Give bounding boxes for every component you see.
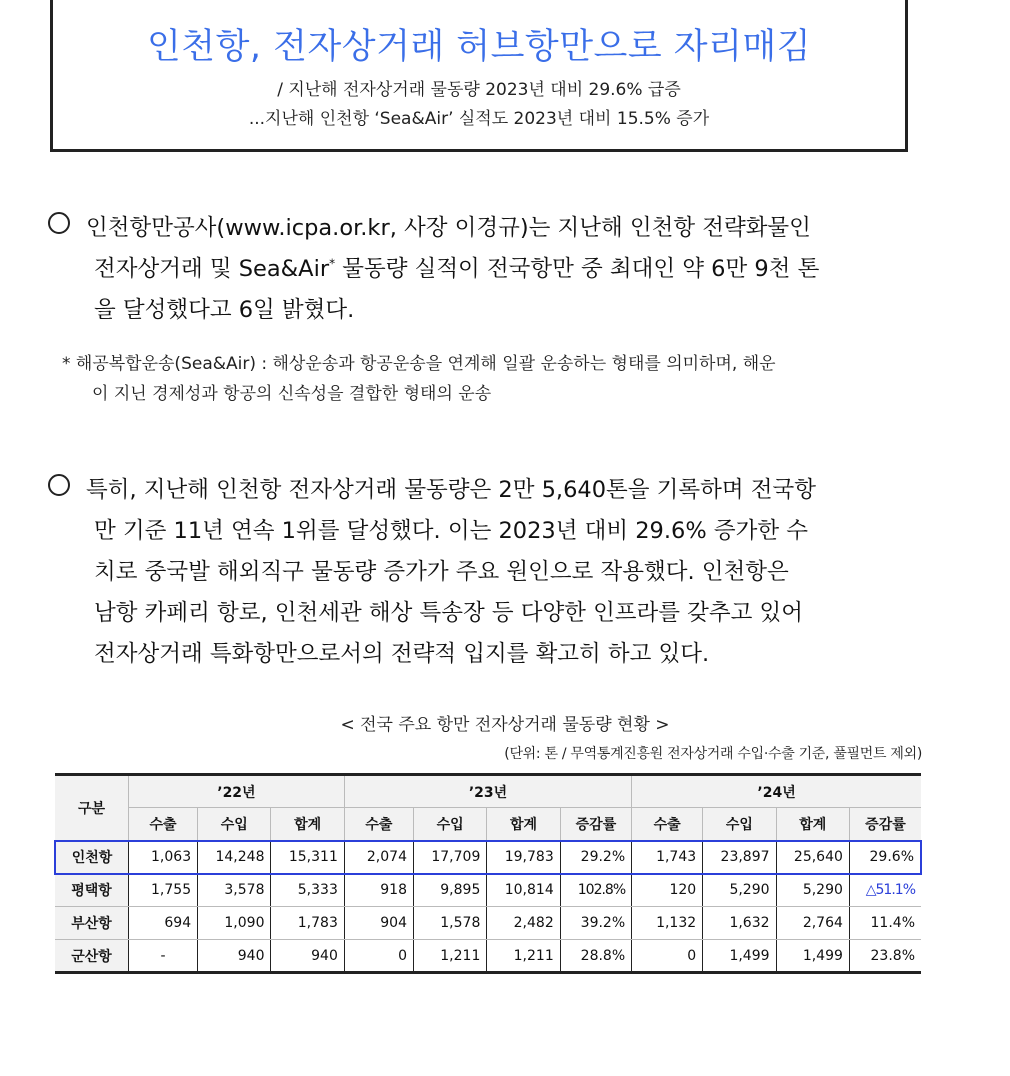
table-cell: 3,578 — [198, 874, 271, 907]
table-cell: 14,248 — [198, 841, 271, 874]
paragraph-1-line — [48, 249, 928, 290]
table-row-gunsan — [55, 940, 921, 973]
table-cell: 23,897 — [703, 841, 776, 874]
col-total: 합계 — [271, 808, 344, 841]
table-cell: 120 — [632, 874, 703, 907]
col-export: 수출 — [344, 808, 413, 841]
table-cell: 1,743 — [632, 841, 703, 874]
table-cell: 19,783 — [487, 841, 560, 874]
table-cell: 1,132 — [632, 907, 703, 940]
col-export: 수출 — [632, 808, 703, 841]
footnote-line: 이 지닌 경제성과 항공의 신속성을 결합한 형태의 운송 — [92, 384, 492, 404]
table-cell: 0 — [632, 940, 703, 973]
table-cell: 694 — [128, 907, 197, 940]
table-cell: 1,090 — [198, 907, 271, 940]
port-name: 인천항 — [55, 841, 128, 874]
table-cell: 5,290 — [703, 874, 776, 907]
port-name: 부산항 — [55, 907, 128, 940]
table-cell: 2,764 — [776, 907, 849, 940]
table-corner-header: 구분 — [55, 775, 128, 841]
table-cell: 5,290 — [776, 874, 849, 907]
ecommerce-volume-table — [54, 773, 922, 974]
paragraph-2-line: 특히, 지난해 인천항 전자상거래 물동량은 2만 5,640톤을 기록하며 전국항 — [86, 477, 816, 503]
table-cell: 29.6% — [849, 841, 921, 874]
col-import: 수입 — [703, 808, 776, 841]
paragraph-1-text: 전자상거래 및 Sea&Air — [94, 256, 330, 282]
table-cell: - — [128, 940, 197, 973]
col-rate: 증감률 — [560, 808, 631, 841]
table-cell: 9,895 — [413, 874, 486, 907]
table-cell: 1,499 — [776, 940, 849, 973]
port-name: 군산항 — [55, 940, 128, 973]
footnote — [62, 349, 942, 409]
table-cell: 1,783 — [271, 907, 344, 940]
port-name: 평택항 — [55, 874, 128, 907]
footnote-marker: * — [329, 256, 336, 271]
col-rate: 증감률 — [849, 808, 921, 841]
headline-subtitle-1: / 지난해 전자상거래 물동량 2023년 대비 29.6% 급증 — [277, 80, 681, 100]
table-cell: 1,578 — [413, 907, 486, 940]
table-cell: 918 — [344, 874, 413, 907]
col-total: 합계 — [776, 808, 849, 841]
paragraph-1-line: 을 달성했다고 6일 밝혔다. — [94, 297, 355, 323]
table-cell: 15,311 — [271, 841, 344, 874]
table-cell: 25,640 — [776, 841, 849, 874]
paragraph-2 — [48, 470, 928, 675]
paragraph-2-line: 만 기준 11년 연속 1위를 달성했다. 이는 2023년 대비 29.6% 증가한 수 — [94, 518, 808, 544]
col-import: 수입 — [198, 808, 271, 841]
col-total: 합계 — [487, 808, 560, 841]
table-cell: 940 — [198, 940, 271, 973]
table-cell: 1,211 — [487, 940, 560, 973]
headline-title: 인천항, 전자상거래 허브항만으로 자리매김 — [146, 27, 812, 67]
table-cell: 1,211 — [413, 940, 486, 973]
table-cell: 5,333 — [271, 874, 344, 907]
table-cell: 1,499 — [703, 940, 776, 973]
table-cell: 904 — [344, 907, 413, 940]
paragraph-2-line: 전자상거래 특화항만으로서의 전략적 입지를 확고히 하고 있다. — [94, 641, 710, 667]
col-import: 수입 — [413, 808, 486, 841]
year-header-2024: ’24년 — [632, 775, 921, 808]
table-row-incheon — [55, 841, 921, 874]
table-cell: 1,632 — [703, 907, 776, 940]
table-cell: 1,755 — [128, 874, 197, 907]
table-cell: 10,814 — [487, 874, 560, 907]
table-cell: 17,709 — [413, 841, 486, 874]
paragraph-1-line: 인천항만공사(www.icpa.or.kr, 사장 이경규)는 지난해 인천항 전략화물인 — [86, 215, 811, 241]
paragraph-2-line: 치로 중국발 해외직구 물동량 증가가 주요 원인으로 작용했다. 인천항은 — [94, 559, 789, 585]
table-cell: 29.2% — [560, 841, 631, 874]
table-cell: 11.4% — [849, 907, 921, 940]
table-caption: < 전국 주요 항만 전자상거래 물동량 현황 > — [340, 715, 670, 735]
paragraph-1 — [48, 208, 928, 331]
headline-subtitle-2: ...지난해 인천항 ‘Sea&Air’ 실적도 2023년 대비 15.5% 증가 — [248, 109, 710, 129]
year-header-2023: ’23년 — [344, 775, 631, 808]
table-cell: 39.2% — [560, 907, 631, 940]
circle-bullet-icon — [48, 212, 70, 234]
table-cell: 1,063 — [128, 841, 197, 874]
table-cell: 2,074 — [344, 841, 413, 874]
table-cell: 23.8% — [849, 940, 921, 973]
table-unit-note: (단위: 톤 / 무역통계진흥원 전자상거래 수입·수출 기준, 풀필먼트 제외) — [504, 746, 922, 762]
table-cell: 102.8% — [560, 874, 631, 907]
table-cell: 2,482 — [487, 907, 560, 940]
headline-box — [50, 0, 908, 152]
table-row-busan — [55, 907, 921, 940]
table-cell: 940 — [271, 940, 344, 973]
year-header-2022: ’22년 — [128, 775, 344, 808]
col-export: 수출 — [128, 808, 197, 841]
paragraph-2-line: 남항 카페리 항로, 인천세관 해상 특송장 등 다양한 인프라를 갖추고 있어 — [94, 600, 803, 626]
paragraph-1-text: 물동량 실적이 전국항만 중 최대인 약 6만 9천 톤 — [335, 256, 820, 282]
table-cell: 0 — [344, 940, 413, 973]
circle-bullet-icon — [48, 474, 70, 496]
table-cell: 28.8% — [560, 940, 631, 973]
table-row-pyeongtaek — [55, 874, 921, 907]
footnote-line: * 해공복합운송(Sea&Air) : 해상운송과 항공운송을 연계해 일괄 운송하는 형태를 의미하며, 해운 — [62, 354, 776, 374]
table-cell-negative: △51.1% — [849, 874, 921, 907]
